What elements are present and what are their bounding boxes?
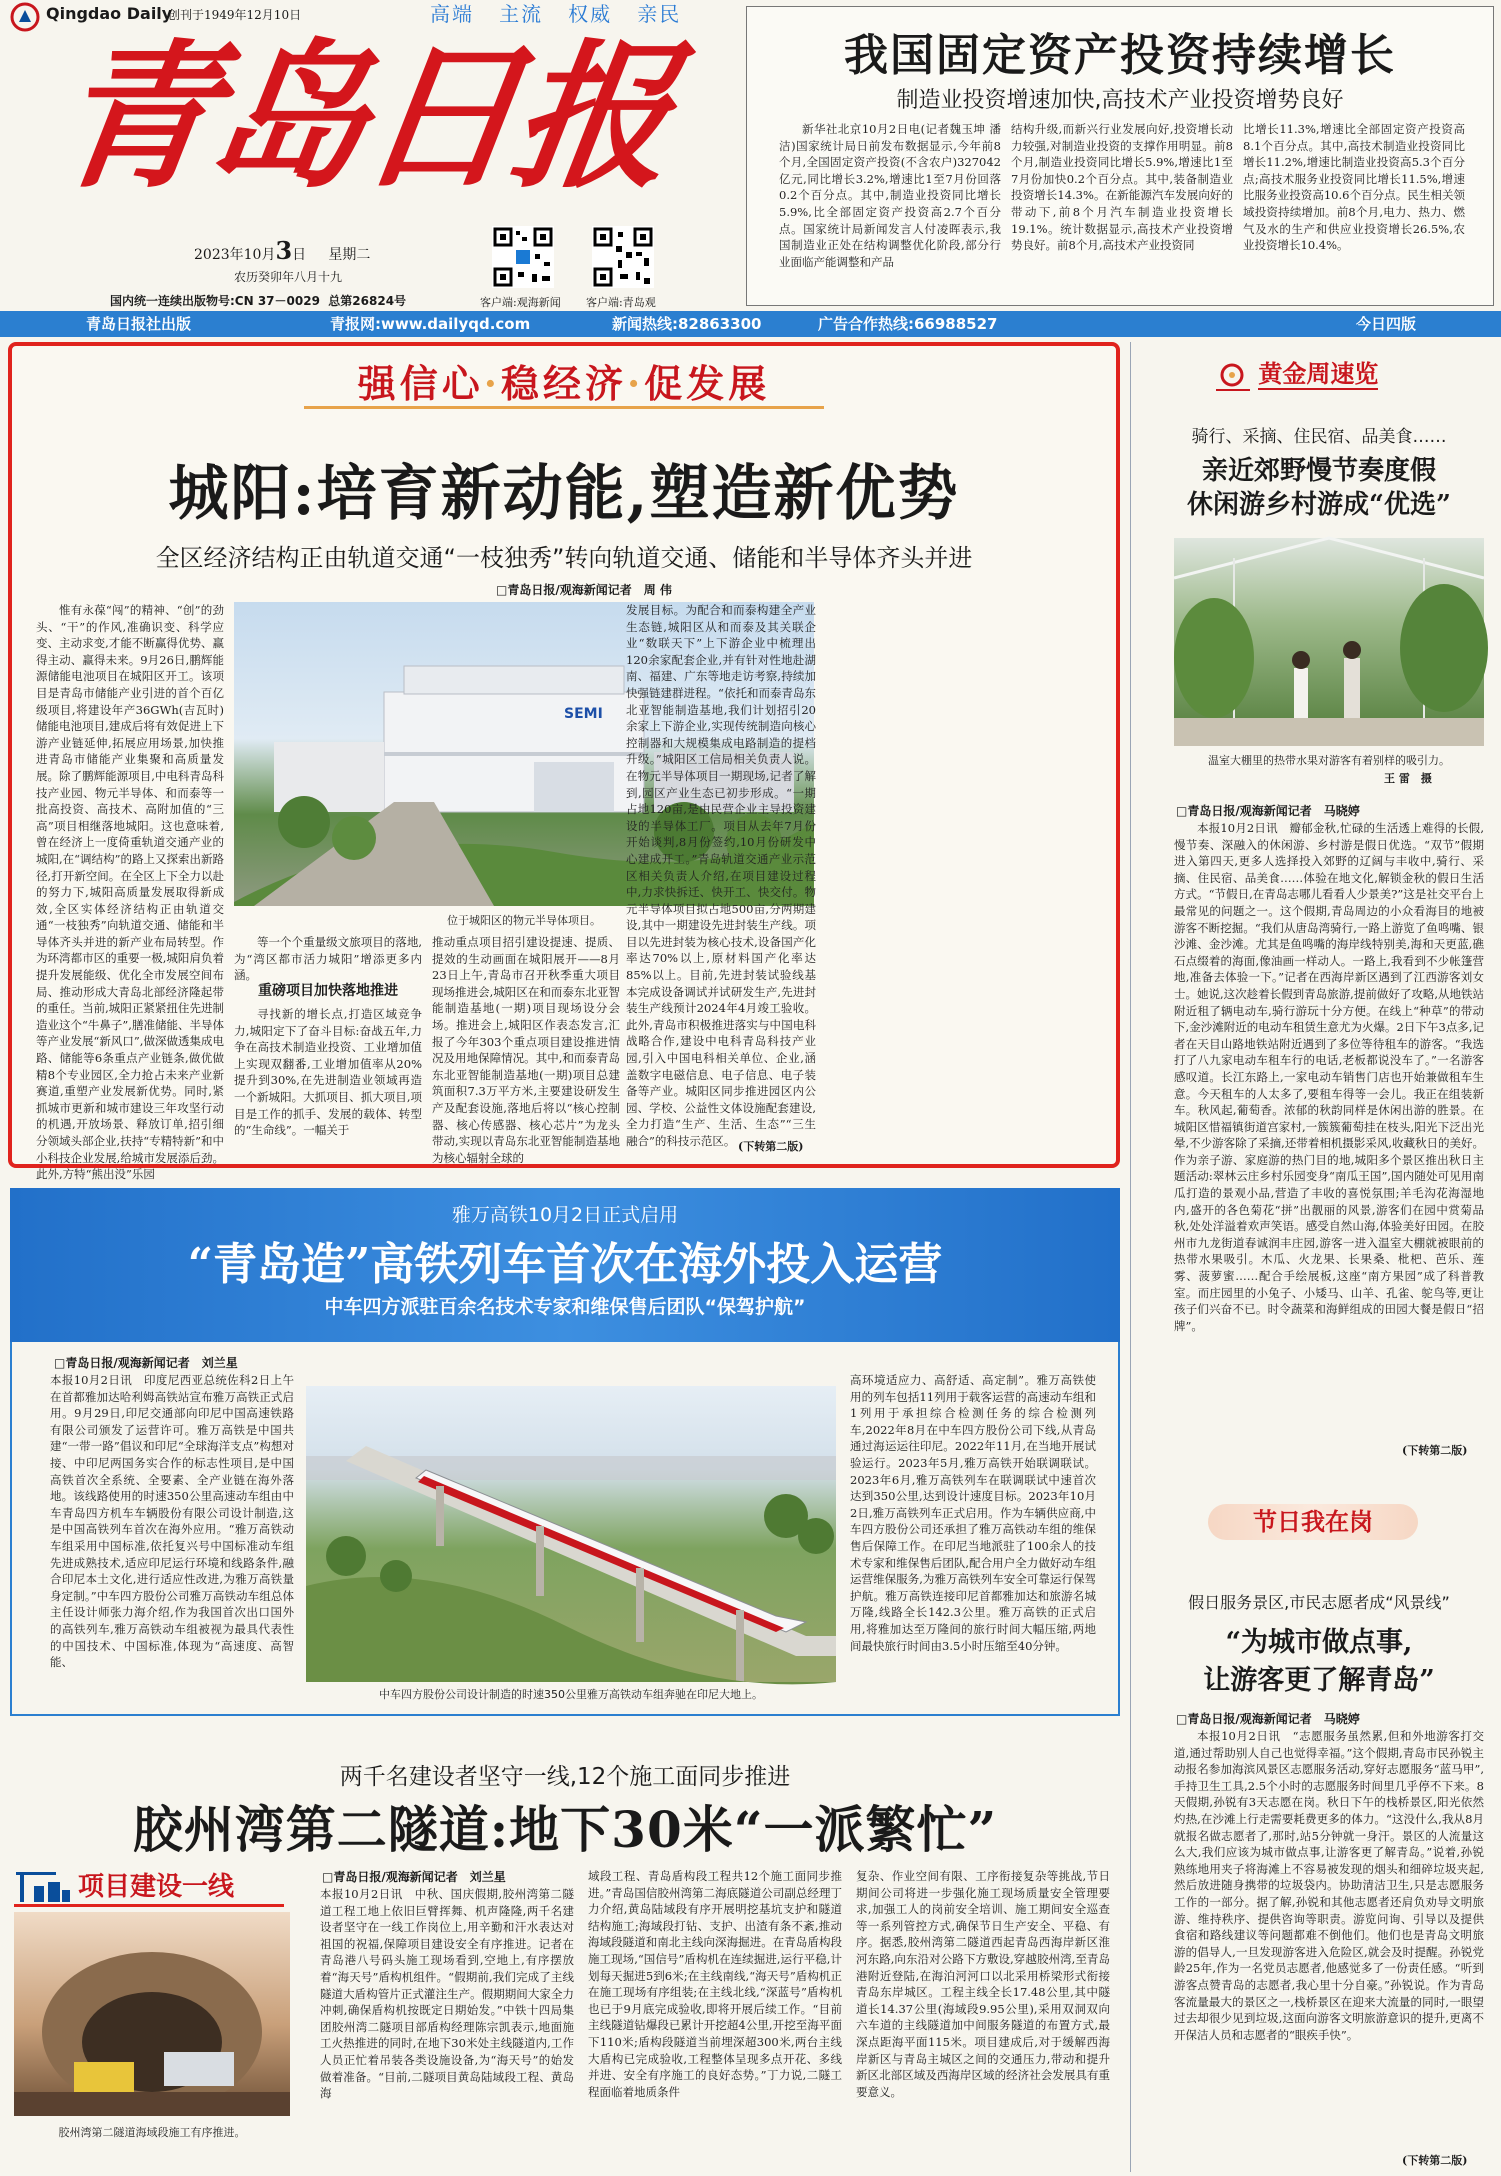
rail-kicker: 雅万高铁10月2日正式启用 [451, 1204, 679, 1226]
top-story-column: 新华社北京10月2日电(记者魏玉坤 潘洁)国家统计局日前发布数据显示,今年前8个月,全国固定资产投资(不含农户)327042亿元,同比增长3.2%,增速比1至7月份回落0.2个百分点。其中,制造业投资同比增长5.9%,比全部固定资产投资高2.7个百分点。国家统计局新闻发言人付凌晖表示,我国制造业正处在结构调整优化阶段,部分行业面临产能调整和产品 [779, 122, 1001, 269]
masthead-serial [110, 292, 406, 309]
qr1-label: 客户端:观海新闻 [480, 296, 561, 309]
top-story-column: 比增长11.3%,增速比全部固定资产投资高8.1个百分点。其中,高技术制造业投资同比增长11.2%,增速比制造业投资高5.3个百分点;高技术服务业投资同比增长11.5%,增速比服务业投资高10.6个百分点。民生相关领域投资持续增加。前8个月,电力、热力、燃气及水的生产和供应业投资增长26.5%,农业投资增长10.4%。 [1243, 122, 1465, 253]
tunnel-column: 域段工程、青岛盾构段工程共12个施工面同步推进。”青岛国信胶州湾第二海底隧道公司副总经理丁力介绍,黄岛陆域段有序开展明挖基坑支护和隧道结构施工;海域段打钻、支护、出渣有条不紊,推动海域段隧道和南北主线向深海掘进。在青岛盾构段施工现场,“国信号”盾构机在连续掘进,运行平稳,计划每天掘进5到6米;在主线南线,“海天号”盾构机正在施工现场有序组装;在主线北线,“深蓝号”盾构机也已于9月底完成验收,即将开展后续工作。“目前主线隧道钻爆段已累计开挖超4公里,开挖至海平面下110米;盾构段隧道当前埋深超300米,两台主线大盾构已完成验收,工程整体呈现多点开花、多线并进、安全有序施工的良好态势。”丁力说,二隧工程面临着地质条件 [588, 1869, 842, 2099]
lead-byline: □青岛日报/观海新闻记者 周 伟 [496, 583, 672, 597]
masthead-english-name: Qingdao Daily [46, 4, 173, 23]
banner-word-2: 稳经济 [500, 361, 627, 406]
tunnel-story [10, 1724, 1120, 2176]
info-ad: 广告合作热线:66988527 [818, 315, 998, 333]
lead-story [8, 342, 1120, 1182]
onduty-body: 本报10月2日讯 “志愿服务虽然累,但和外地游客打交道,通过帮助别人自己也觉得幸福。”这个假期,青岛市民孙锐主动报名参加海滨风景区志愿服务活动,穿好志愿服务“蓝马甲”,手持卫生工具,2.5个小时的志愿服务时间里几乎停不下来。8天假期,孙锐有3天志愿在岗。秋日下午的栈桥景区,阳光依然灼热,在沙滩上行走需要耗费更多的体力。“这没什么,我从8月就报名做志愿者了,那时,站5分钟就一身汗。景区的人流量这么大,我们应该为城市做点事,让游客更了解青岛。”说着,孙锐熟练地用夹子将海滩上不容易被发现的烟头和细碎垃圾夹起,然后放进随身携带的垃圾袋内。协助清洁卫生,只是志愿服务工作的一部分。据了解,孙锐和其他志愿者还肩负劝导文明旅游、维持秩序、提供咨询等职责。游览问询、引导以及提供食宿和路线建议等问题都难不倒他们。他们也是青岛文明旅游的倡导人,一旦发现游客进入危险区,就会及时提醒。孙锐党龄25年,作为一名党员志愿者,他感觉多了一份责任感。“听到游客点赞青岛的志愿者,我心里十分自豪。”孙锐说。作为青岛客流量最大的景区之一,栈桥景区在迎来大流量的同时,一眼望过去却很少见到垃圾,这面向游客文明旅游意识的提升,更离不开保洁人员和志愿者的“眼疾手快”。 [1174, 1729, 1484, 2042]
tunnel-photo [14, 1912, 290, 2116]
issue-label: 总第26824号 [328, 294, 407, 308]
rail-photo [306, 1386, 836, 1682]
onduty-kicker: 假日服务景区,市民志愿者成“风景线” [1188, 1593, 1450, 1612]
lead-column: 惟有永葆“闯”的精神、“创”的劲头、“干”的作风,准确识变、科学应变、主动求变,才能不断赢得优势、赢得主动、赢得未来。9月26日,鹏辉能源储能电池项目在城阳区开工。该项目是青岛市储能产业引进的首个百亿级项目,将建设年产36GWh(吉瓦时)储能电池项目,建成后将有效促进上下游产业链延伸,拓展应用场景,加快推进青岛市储能产业集聚和高质量发展。除了鹏辉能源项目,中电科青岛科技产业园、物元半导体、和而泰等一批高投资、高技术、高附加值的“三高”项目相继落地城阳。这也意味着,曾在经济上一度倚重轨道交通产业的城阳,在“调结构”的路上又探索出新路径,打开新空间。在全区上下全力以赴的努力下,城阳高质量发展取得新成效,全区实体经济结构正由轨道交通“一枝独秀”向轨道交通、储能和半导体齐头并进的新产业布局转型。作为环湾都市区的重要一极,城阳肩负着提升发展能级、优化全市发展空间布局、推动形成大青岛北部经济隆起带的重任。当前,城阳正紧紧扭住先进制造业这个“牛鼻子”,膳准储能、半导体等产业发展“新风口”,做深做透集成电路、储能等6条重点产业链条,做优做精8个专业园区,全力抢占未来产业新赛道,重塑产业发展新优势。同时,紧抓城市更新和城市建设三年攻坚行动的机遇,开放场景、释放订单,招引细分领域头部企业,扶持“专精特新”和中小科技企业发展,给城市发展添后劲。此外,方特“熊出没”乐园 [36, 603, 224, 1182]
onduty-title-1[interactable]: “为城市做点事, [1225, 1627, 1413, 1658]
factory-sign: SEMI [564, 706, 603, 722]
rail-column: 高环境适应力、高舒适、高定制”。雅万高铁使用的列车包括11列用于载客运营的高速动车组和1列用于承担综合检测任务的综合检测列车,2022年8月在中车四方股份公司下线,从青岛通过海运运往印尼。2022年11月,在当地开展试验运行。2023年5月,雅万高铁开始联调联试。2023年6月,雅万高铁列车在联调联试中速首次达到350公里,达到设计速度目标。2023年10月2日,雅万高铁列车正式启用。作为车辆供应商,中车四方股份公司还承担了雅万高铁动车组的维保售后保障工作。在印尼当地派驻了100余人的技术专家和维保售后团队,配合用户全力做好动车组运营维保服务,为雅万高铁列车安全可靠运行保驾护航。雅万高铁连接印尼首都雅加达和旅游名城万隆,线路全长142.3公里。雅万高铁的正式启用,将雅加达至万隆间的旅行时间大幅压缩,两地间最快旅行时间由3.5小时压缩至40分钟。 [850, 1373, 1096, 1653]
sidebar-on-duty [1144, 1486, 1494, 2176]
sidebar-title-2[interactable]: 休闲游乡村游成“优选” [1187, 490, 1451, 520]
flower-icon [1216, 361, 1250, 391]
masthead [0, 0, 740, 318]
sidebar-jump[interactable]: (下转第二版) [1402, 1444, 1468, 1457]
lead-column: 推动重点项目招引建设提速、提质、提效的生动画面在城阳展开——8月23日上午,青岛市召开秋季重大项目现场推进会,城阳区在和而泰东北亚智能制造基地(一期)项目现场设分会场。推进会上,城阳区作表态发言,汇报了今年303个重点项目建设推进情况及用地保障情况。其中,和而泰青岛东北亚智能制造基地(一期)项目总建筑面积7.3万平方米,主要建设研发生产及配套设施,落地后将以“核心控制器、核心传感器、核心芯片”为龙头带动,实现以青岛东北亚智能制造基地为核心辐射全球的 [432, 935, 620, 1165]
rail-byline: □青岛日报/观海新闻记者 刘兰星 [54, 1356, 238, 1370]
info-pages: 今日四版 [1356, 315, 1417, 333]
date-suffix: 日 [292, 247, 307, 263]
info-bar [0, 311, 1501, 337]
cn-label: 国内统一连续出版物号:CN 37－0029 [110, 294, 320, 308]
lead-photo-caption: 位于城阳区的物元半导体项目。 [447, 914, 601, 927]
rail-story [10, 1188, 1120, 1716]
onduty-badge [1208, 1504, 1418, 1540]
rail-column: 本报10月2日讯 印度尼西亚总统佐科2日上午在首都雅加达哈利姆高铁站宣布雅万高铁正式启用。9月29日,印尼交通部向印尼中国高速铁路有限公司颁发了运营许可。雅万高铁是中国共建“一带一路”倡议和印尼“全球海洋支点”构想对接、中印尼两国务实合作的标志性项目,是中国高铁首次全系统、全要素、全产业链在海外落地。该线路使用的时速350公里高速动车组由中车青岛四方机车车辆股份有限公司设计制造,这是中国高铁列车首次在海外应用。“雅万高铁动车组采用中国标准,依托复兴号中国标准动车组先进成熟技术,适应印尼运行环境和线路条件,融合印尼本土文化,进行适应性改进,为雅万高铁量身定制。”中车四方股份公司雅万高铁动车组总体主任设计师张力海介绍,作为我国首次出口国外的高铁列车,雅万高铁动车组被视为最具代表性的中国技术、中国标准,体现为“高速度、高智能、 [50, 1373, 294, 1670]
top-story-column: 结构升级,而新兴行业发展向好,投资增长动力较强,对制造业投资的支撑作用明显。前8个月,制造业投资同比增长5.9%,增速比1至7月份加快0.2个百分点。其中,装备制造业投资增长14.3%。在新能源汽车发展向好的带动下,前8个月汽车制造业投资增长19.1%。统计数据显示,高技术产业投资增势良好。前8个月,高技术产业投资同 [1011, 122, 1233, 253]
lead-subtitle: 全区经济结构正由轨道交通“一枝独秀”转向轨道交通、储能和半导体齐头并进 [155, 544, 973, 572]
top-story [746, 6, 1494, 306]
rail-header [10, 1188, 1120, 1342]
lead-column: 寻找新的增长点,打造区域竞争力,城阳定下了奋斗目标:奋战五年,力争在高技术制造业投资、工业增加值上实现双翻番,工业增加值率从20%提升到30%,在先进制造业领域再造一个新城阳。大抓项目、抓大项目,项目是工作的抓手、发展的载体、转型的“生命线”。一幅关于 [234, 1007, 422, 1138]
sidebar-kicker: 骑行、采摘、住民宿、品美食…… [1191, 427, 1447, 447]
top-story-subtitle: 制造业投资增速加快,高技术产业投资增势良好 [896, 88, 1344, 113]
tunnel-title[interactable]: 胶州湾第二隧道:地下30米“一派繁忙” [132, 1800, 998, 1859]
sidebar-title-1[interactable]: 亲近郊野慢节奏度假 [1201, 456, 1436, 486]
date-day: 3 [275, 236, 293, 265]
slogan-1: 高端 [430, 2, 474, 26]
onduty-badge-text: 节日我在岗 [1253, 1507, 1373, 1536]
sidebar-golden-week [1144, 342, 1494, 1462]
sidebar-byline: □青岛日报/观海新闻记者 马晓婷 [1176, 804, 1360, 818]
sidebar-badge-text: 黄金周速览 [1258, 359, 1379, 388]
slogan-4: 亲民 [637, 2, 682, 26]
banner-word-1: 强信心 [357, 361, 484, 406]
greenhouse-icon [1174, 538, 1484, 746]
sidebar-body: 本报10月2日讯 瓣郁金秋,忙碌的生活透上难得的长假,慢节奏、深融入的休闲游、乡村游是假日优选。“双节”假期进入第四天,更多人选择投入郊野的辽阔与丰收中,骑行、采摘、住民宿、品美食……体验在地文化,解锁金秋的假日生活方式。“节假日,在青岛志哪儿看看人少景美?”这是社交平台上最常见的问题之一。这个假期,青岛周边的小众看海目的地被游客不断挖掘。“我们从唐岛湾骑行,一路上游览了鱼鸣嘴、银沙滩、金沙滩。尤其是鱼鸣嘴的海岸线特别美,海和天更蓝,礁石点缀着的海面,像油画一样动人。一路上,我看到不少帐篷营地,准备去体验一下。”记者在西海岸新区遇到了江西游客刘女士。她说,这次趁着长假到青岛旅游,提前做好了攻略,从地铁站附近租了辆电动车,骑行游玩十分方便。在线上“种草”的带动下,金沙滩附近的电动车租赁生意尤为火爆。2日下午3点多,记者在天目山路地铁站附近遇到了多位等待租车的游客。“我选打了八九家电动车租车行的电话,老板都说没车了。”一名游客感叹道。长江东路上,一家电动车销售门店也开始兼做租车生意。今天租车的人太多了,要租车得等一会儿。我正在组装新车。秋风起,葡萄香。浓郁的秋韵同样是休闲出游的胜景。在城阳区惜福镇街道宫家村,一簇簇葡萄挂在枝头,阳光下泛出光晕,不少游客除了采摘,还带着相机摄影采风,收藏秋日的美好。作为亲子游、家庭游的热门目的地,城阳多个景区推出秋日主题活动:翠林云庄乡村乐园变身“南瓜王国”,国内随处可见用南瓜打造的景观小品,营造了丰收的喜悦氛围;羊毛沟花海湿地内,盛开的各色菊花“拼”出靓丽的风景,游客们在园中赏菊品秋,处处洋溢着欢声笑语。感受自然山海,体验美好田园。在胶州市九龙街道春诚润丰庄园,游客一进入温室大棚就被眼前的热带水果吸引。木瓜、火龙果、长果桑、枇杷、芭乐、莲雾、菠萝蜜……配合手绘展板,这座“南方果园”成了科普教室。而庄园里的小兔子、小矮马、山羊、孔雀、鸵鸟等,更让孩子们兴奋不已。时令蔬菜和海鲜组成的田园大餐是假日“招牌”。 [1174, 821, 1484, 1333]
qr2-label: 客户端:青岛观 [586, 296, 656, 309]
greenhouse-caption: 温室大棚里的热带水果对游客有着别样的吸引力。 [1208, 754, 1450, 767]
rail-subtitle: 中车四方派驻百余名技术专家和维保售后团队“保驾护航” [324, 1296, 806, 1318]
slogan-3: 权威 [568, 2, 613, 26]
lead-title[interactable]: 城阳:培育新动能,塑造新优势 [168, 459, 960, 529]
onduty-byline: □青岛日报/观海新闻记者 马晓婷 [1176, 1712, 1360, 1726]
date-prefix: 2023年10月 [194, 247, 276, 263]
info-hotline: 新闻热线:82863300 [612, 315, 762, 333]
qr-code-icon[interactable] [592, 226, 654, 288]
tunnel-excavation-icon [14, 1912, 290, 2116]
tunnel-byline: □青岛日报/观海新闻记者 刘兰星 [322, 1870, 506, 1884]
rail-title[interactable]: “青岛造”高铁列车首次在海外投入运营 [187, 1239, 943, 1290]
tunnel-column: 复杂、作业空间有限、工序衔接复杂等挑战,节日期间公司将进一步强化施工现场质量安全管理要求,加强工人的岗前安全培训、施工期间安全巡查等一系列管控方式,确保节日生产安全、平稳、有序。据悉,胶州湾第二隧道西起青岛西海岸新区淮河东路,向东沿对公路下方敷设,穿越胶州湾,至青岛港附近登陆,在海泊河河口以北采用桥梁形式衔接青岛东岸城区。工程主线全长17.48公里,其中隧道长14.37公里(海域段9.95公里),采用双洞双向六车道的主线隧道加中间服务隧道的布置方式,最深点距海平面115米。项目建成后,对于缓解西海岸新区与青岛主城区之间的交通压力,带动和提升新区北部区域及西海岸区域的经济社会发展具有重要意义。 [856, 1869, 1110, 2099]
greenhouse-photo [1174, 538, 1484, 746]
lead-subhead: 重磅项目加快落地推进 [258, 983, 398, 999]
top-story-title[interactable]: 我国固定资产投资持续增长 [844, 30, 1396, 81]
construction-crane-icon [14, 1864, 74, 1904]
onduty-jump[interactable]: (下转第二版) [1402, 2154, 1468, 2167]
tunnel-badge [14, 1862, 284, 1907]
masthead-lunar: 农历癸卯年八月十九 [234, 270, 343, 284]
banner-word-3: 促发展 [644, 361, 771, 406]
lead-column: 发展目标。为配合和而泰构建全产业生态链,城阳区从和而泰及其关联企业“数联天下”上下游企业中梳理出120余家配套企业,并有针对性地赴湖南、福建、广东等地走访考察,持续加快强链建群进程。“依托和而泰青岛东北亚智能制造基地,我们计划招引20余家上下游企业,实现传统制造向核心控制器和大规模集成电路制造的提档升级。”城阳区工信局相关负责人说。在物元半导体项目一期现场,记者了解到,园区产业生态已初步形成。“一期占地120亩,是由民营企业主导投资建设的半导体工厂。项目从去年7月份开始谈判,8月份签约,10月份研发中心建成开工。”青岛轨道交通产业示范区相关负责人介绍,在项目建设过程中,力求快拆迁、快开工、快交付。物元半导体项目拟占地500亩,分两期建设,其中一期建设先进封装生产线。项目以先进封装为核心技术,设备国产化率达70%以上,原材料国产化率达85%以上。目前,先进封装试验线基本完成设备调试并试研发生产,先进封装生产线预计2024年4月竣工验收。此外,青岛市积极推进落实与中国电科战略合作,建设中电科青岛科技产业园,引入中国电科相关单位、企业,涵盖数字电磁信息、电子信息、电子装备等产业。城阳区同步推进园区内公园、学校、公益性文体设施配套建设,全力打造“生产、生活、生态”“三生融合”的科技示范区。 [626, 603, 816, 1148]
high-speed-train-icon [306, 1386, 836, 1682]
masthead-slogans [430, 0, 681, 27]
column-divider [1130, 342, 1131, 2172]
masthead-date [194, 236, 370, 265]
lead-column: 等一个个重量级文旅项目的落地,为“湾区都市活力城阳”增添更多内涵。 [234, 935, 422, 983]
info-publisher: 青岛日报社出版 [86, 315, 192, 333]
greenhouse-credit: 王 雷 摄 [1384, 772, 1432, 785]
slogan-2: 主流 [499, 2, 544, 26]
masthead-founded: 创刊于1949年12月10日 [168, 8, 302, 22]
qr-code-icon[interactable] [492, 226, 554, 288]
masthead-logo: 青岛日报 [45, 25, 680, 210]
lead-jump[interactable]: (下转第二版) [738, 1140, 804, 1153]
tunnel-photo-caption: 胶州湾第二隧道海域段施工有序推进。 [58, 2126, 246, 2139]
tunnel-badge-text: 项目建设一线 [78, 1872, 235, 1902]
tunnel-column: 本报10月2日讯 中秋、国庆假期,胶州湾第二隧道工程工地上依旧巨臂挥舞、机声隆隆,两千名建设者坚守在一线工作岗位上,用辛勤和汗水表达对祖国的祝福,保障项目建设安全有序推进。记者在青岛港八号码头施工现场看到,空地上,有序摆放着“海天号”盾构机组件。“假期前,我们完成了主线隧道大盾构管片正式灌注生产。假期期间大家全力冲刺,确保盾构机按既定日期始发。”中铁十四局集团胶州湾二隧项目部盾构经理陈宗凯表示,地面施工火热推进的同时,在地下30米处主线隧道内,工作人员正忙着吊装各类设施设备,为“海天号”的始发做着准备。“目前,二隧项目黄岛陆域段工程、黄岛海 [320, 1887, 574, 2101]
weekday: 星期二 [328, 247, 371, 263]
lead-banner: 强信心·稳经济·促发展 [304, 362, 824, 409]
onduty-title-2[interactable]: 让游客更了解青岛” [1203, 1665, 1435, 1696]
qingdao-daily-emblem-icon [10, 2, 40, 32]
rail-photo-caption: 中车四方股份公司设计制造的时速350公里雅万高铁动车组奔驰在印尼大地上。 [379, 1688, 763, 1701]
info-web[interactable]: 青报网:www.dailyqd.com [330, 315, 531, 333]
tunnel-kicker: 两千名建设者坚守一线,12个施工面同步推进 [339, 1764, 791, 1790]
sidebar-badge [1216, 354, 1378, 391]
